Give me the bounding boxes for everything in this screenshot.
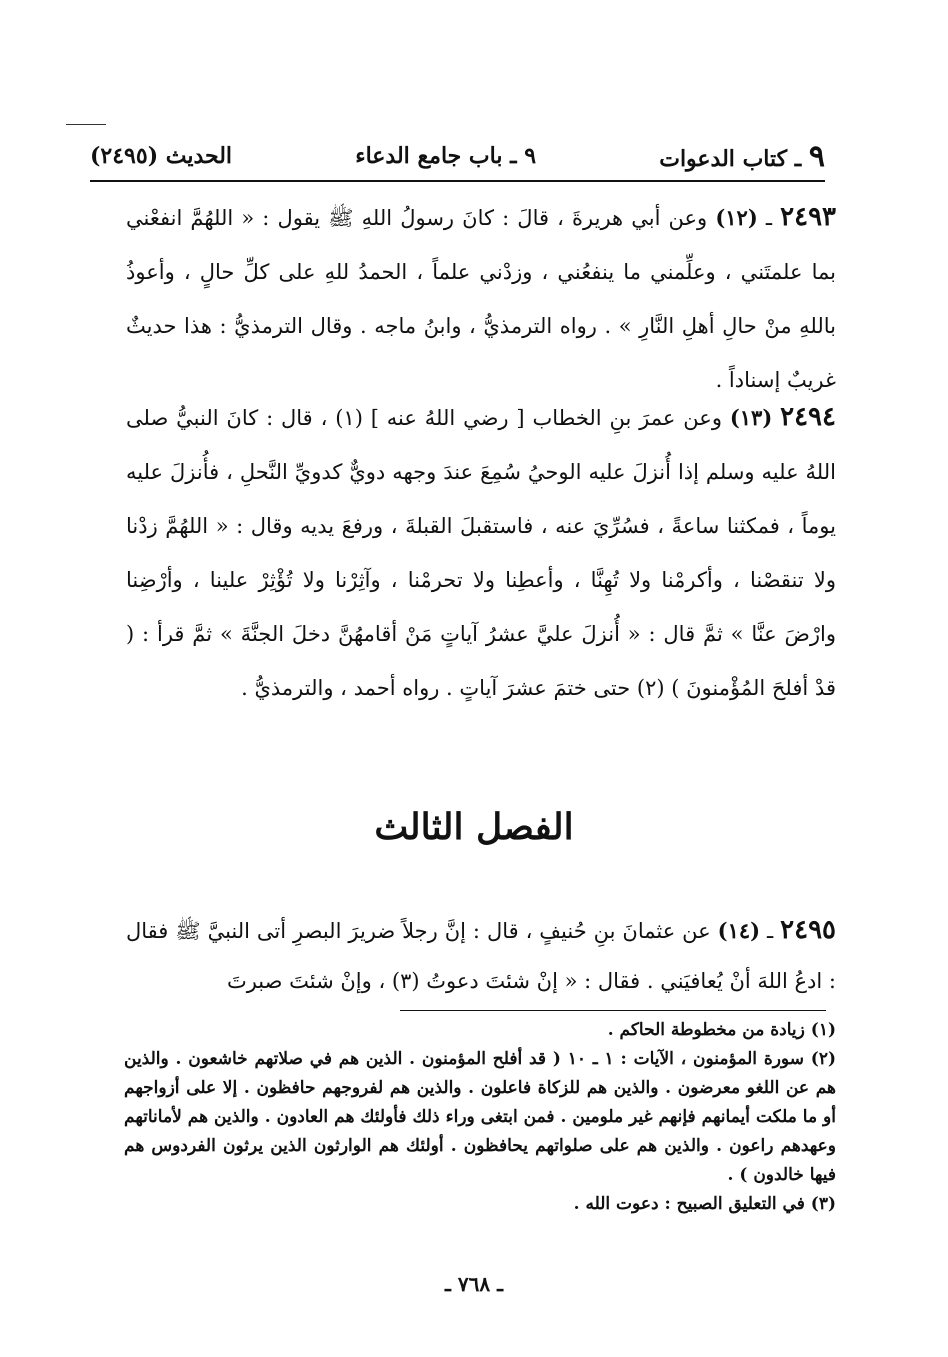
header-rule [90,180,825,182]
hadith-text: عن عثمانَ بنِ حُنيفٍ ، قال : إنَّ رجلاً ضريرَ البصرِ أتى النبيَّ ﷺ فقال : ادعُ اللهَ أنْ يُعافيَني . فقال : « إنْ شئتَ دعوتُ (٣) ، وإنْ شئتَ صبرتَ [126,919,836,993]
running-header [90,136,825,176]
hadith-subnumber: (١٣) [729,405,773,430]
hadith-text: وعن عمرَ بنِ الخطاب [ رضي اللهُ عنه ] (١) ، قال : كانَ النبيُّ صلى اللهُ عليه وسلم إذا أُنزلَ عليه الوحيُ سُمِعَ عندَ وجهه دويٌّ كدويِّ النَّحلِ ، فأُنزلَ عليه يوماً ، فمكثنا ساعةً ، فسُرِّيَ عنه ، فاستقبلَ القبلةَ ، ورفعَ يديه وقال : « اللهُمَّ زدْنا ولا تنقصْنا ، وأكرمْنا ولا تُهِنَّا ، وأعطِنا ولا تحرمْنا ، وآثِرْنا ولا تُؤْثِرْ علينا ، وأرْضِنا وارْضَ عنَّا » ثمَّ قال : « أُنزلَ عليَّ عشرُ آياتٍ مَنْ أقامهُنَّ دخلَ الجنَّةَ » ثمَّ قرأ : ( قدْ أفلحَ المُؤْمنونَ ) (٢) حتى ختمَ عشرَ آياتٍ . رواه أحمد ، والترمذيُّ . [126,406,836,700]
footnote-3: (٣) في التعليق الصبيح : دعوت الله . [573,1194,836,1214]
page-number: ـ ٧٦٨ ـ [445,1272,503,1296]
hadith-text: وعن أبي هريرةَ ، قالَ : كانَ رسولُ اللهِ ﷺ يقول : « اللهُمَّ انفعْني بما علمتَني ، وعلِّمني ما ينفعُني ، وزدْني علماً ، الحمدُ للهِ على كلِّ حالٍ ، وأعوذُ باللهِ منْ حالِ أهلِ النَّارِ » . رواه الترمذيُّ ، وابنُ ماجه . وقال الترمذيُّ : هذا حديثٌ غريبٌ إسناداً . [126,206,836,392]
hadith-subnumber: (١٢) [715,205,758,230]
hadith-subnumber: (١٤) [717,918,761,943]
header-section: ٩ ـ باب جامع الدعاء [355,143,537,169]
footnote-1: (١) زيادة من مخطوطة الحاكم . [607,1020,836,1040]
top-mark [66,124,106,125]
header-hadith-number: الحديث (٢٤٩٥) [90,143,233,169]
hadith-number: ٢٤٩٣ [780,202,836,232]
hadith-2493: ٢٤٩٣ ـ (١٢) وعن أبي هريرةَ ، قالَ : كانَ رسولُ اللهِ ﷺ يقول : « اللهُمَّ انفعْني بما علمتَني ، وعلِّمني ما ينفعُني ، وزدْني علماً ، الحمدُ للهِ على كلِّ حالٍ ، وأعوذُ باللهِ منْ حالِ أهلِ النَّارِ » . رواه الترمذيُّ ، وابنُ ماجه . وقال الترمذيُّ : هذا حديثٌ غريبٌ إسناداً . [126,202,836,392]
hadith-number: ٢٤٩٥ [780,915,836,945]
header-chapter: ٩ ـ كتاب الدعوات [659,138,825,174]
footnote-rule [400,1010,826,1011]
hadith-number: ٢٤٩٤ [780,402,836,432]
hadith-2494 [126,390,836,715]
footnote-2: (٢) سورة المؤمنون ، الآيات : ١ ـ ١٠ ( قد أفلح المؤمنون . الذين هم في صلاتهم خاشعون . والذين هم عن اللغو معرضون . والذين هم للزكاة فاعلون . والذين هم لفروجهم حافظون . إلا على أزواجهم أو ما ملكت أيمانهم فإنهم غير ملومين . فمن ابتغى وراء ذلك فأولئك هم العادون . والذين هم لأماناتهم وعهدهم راعون . والذين هم على صلواتهم يحافظون . أولئك هم الوارثون الذين يرثون الفردوس هم فيها خالدون ) . [124,1049,836,1185]
hadith-2495: ٢٤٩٥ ـ (١٤) عن عثمانَ بنِ حُنيفٍ ، قال : إنَّ رجلاً ضريرَ البصرِ أتى النبيَّ ﷺ فقال : ادعُ اللهَ أنْ يُعافيَني . فقال : « إنْ شئتَ دعوتُ (٣) ، وإنْ شئتَ صبرتَ [126,915,836,993]
section-title: الفصل الثالث [374,806,574,848]
footnotes [124,1016,836,1219]
